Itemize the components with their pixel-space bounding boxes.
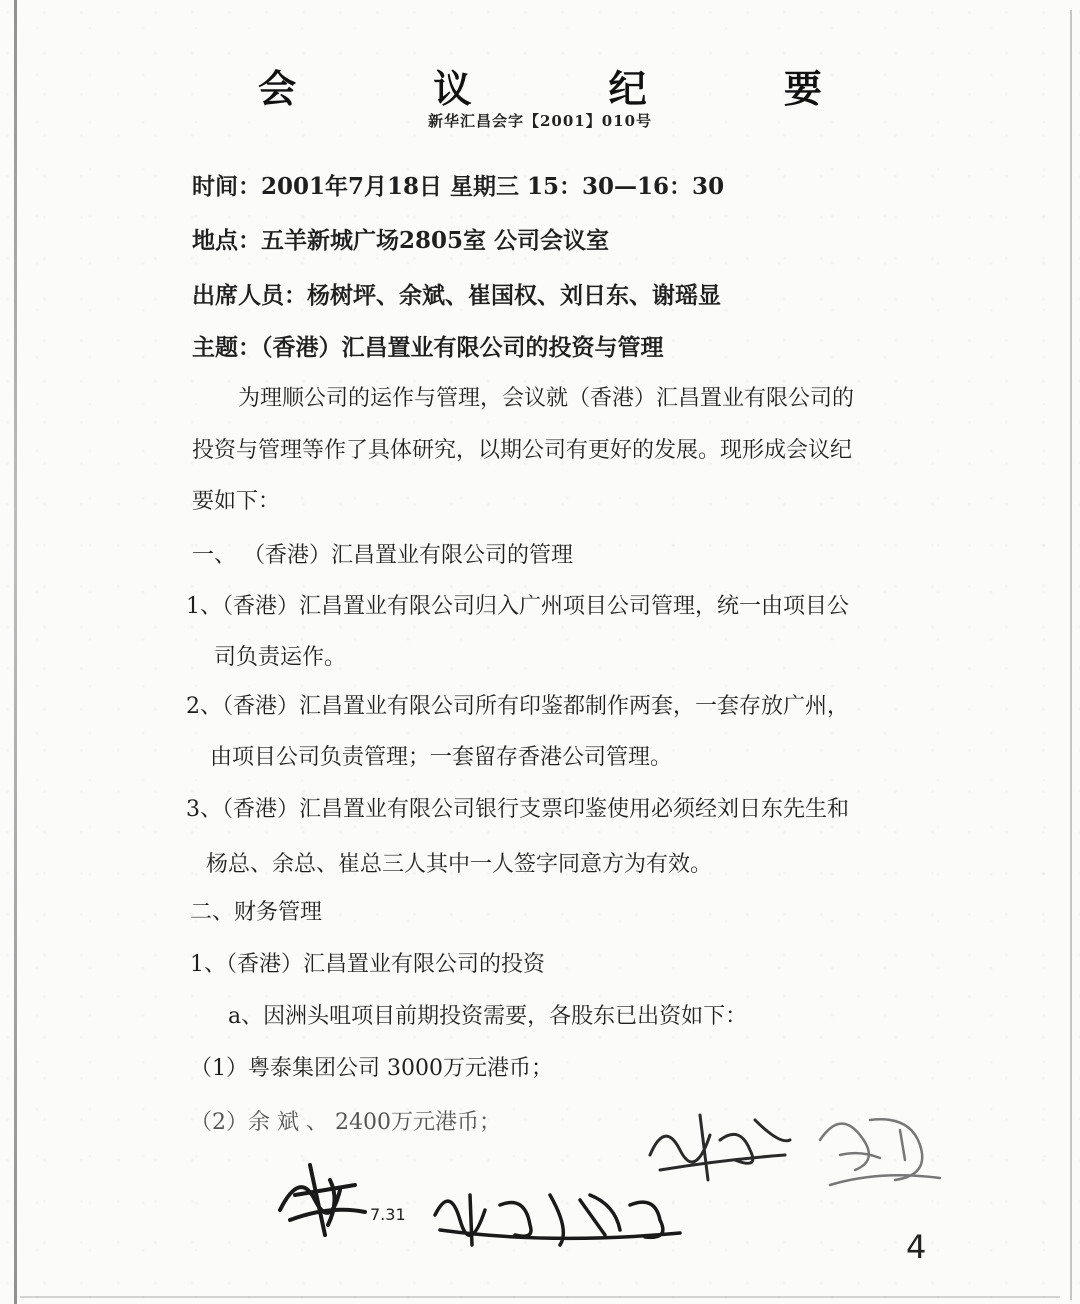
signature-4: [800, 1100, 950, 1210]
document-title: 会 议 纪 要: [258, 66, 884, 111]
meeting-location: 地点：五羊新城广场2805室 公司会议室: [192, 227, 610, 254]
section-1-item-3-line-1: 3、（香港）汇昌置业有限公司银行支票印鉴使用必须经刘日东先生和: [186, 797, 849, 822]
scan-edge-left: [14, 0, 17, 1304]
section-2-item-1: 1、（香港）汇昌置业有限公司的投资: [190, 952, 545, 977]
meeting-attendees: 出席人员：杨树坪、余斌、崔国权、刘日东、谢瑶显: [192, 282, 721, 309]
meeting-subject: 主题：（香港）汇昌置业有限公司的投资与管理: [192, 334, 664, 361]
section-1-item-3-line-2: 杨总、余总、崔总三人其中一人签字同意方为有效。: [206, 852, 713, 877]
contribution-2: （2）余 斌 、 2400万元港币；: [190, 1110, 501, 1135]
section-1-item-2-line-2: 由项目公司负责管理；一套留存香港公司管理。: [210, 745, 673, 770]
intro-line-3: 要如下：: [192, 489, 281, 514]
page-number: 4: [906, 1228, 927, 1266]
signature-3: [640, 1100, 800, 1190]
section-1-item-1-line-2: 司负责运作。: [214, 645, 347, 670]
section-2-sub-a: a、因洲头咀项目前期投资需要，各股东已出资如下：: [228, 1004, 748, 1029]
section-2-heading: 二、财务管理: [190, 900, 323, 925]
intro-line-1: 为理顺公司的运作与管理，会议就（香港）汇昌置业有限公司的: [238, 386, 855, 411]
scan-edge-right: [1070, 10, 1072, 1300]
signature-1: [270, 1150, 430, 1245]
meeting-time: 时间：2001年7月18日 星期三 15：30—16：30: [192, 173, 725, 200]
scan-edge-bottom: [20, 1296, 1060, 1298]
section-1-item-1-line-1: 1、（香港）汇昌置业有限公司归入广州项目公司管理，统一由项目公: [186, 594, 849, 619]
svg-text:7.31: 7.31: [370, 1205, 406, 1224]
document-number: 新华汇昌会字【2001】010号: [427, 112, 653, 130]
section-1-heading: 一、 （香港）汇昌置业有限公司的管理: [192, 543, 573, 568]
intro-line-2: 投资与管理等作了具体研究，以期公司有更好的发展。现形成会议纪: [192, 438, 853, 463]
section-1-item-2-line-1: 2、（香港）汇昌置业有限公司所有印鉴都制作两套，一套存放广州，: [186, 694, 849, 719]
contribution-1: （1）粤泰集团公司 3000万元港币；: [190, 1056, 553, 1081]
